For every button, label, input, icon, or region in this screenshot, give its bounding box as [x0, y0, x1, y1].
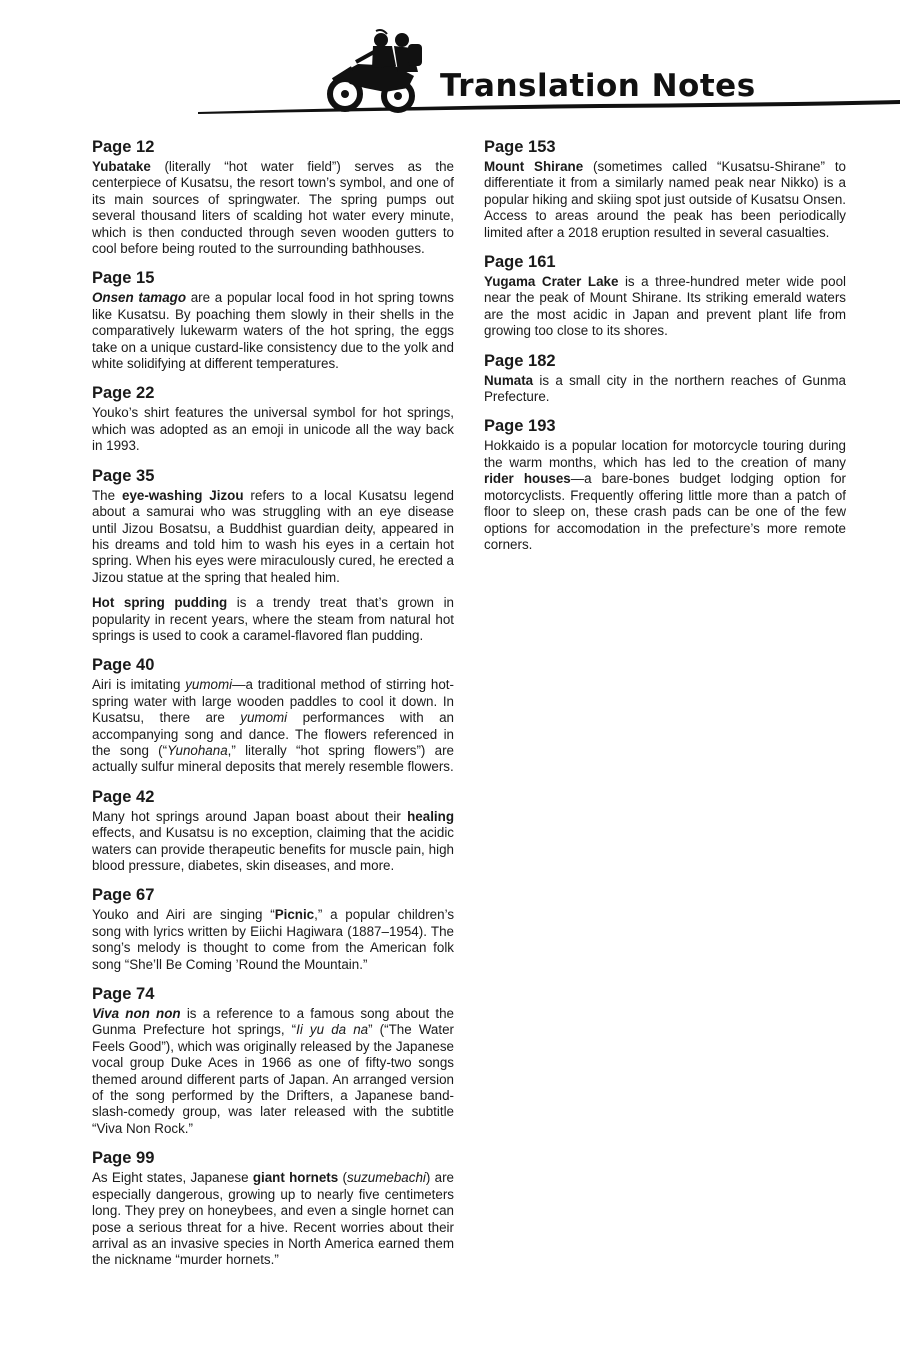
- note-text: —a bare-bones budget lodging option for motorcyclists. Frequently offering little more than a patch of floor to sleep on, these crash pads can be one of the few options for accomodation in the prefecture’s more remote corners.: [484, 471, 846, 552]
- page-title: Translation Notes: [440, 68, 756, 104]
- note-page-15: [92, 267, 454, 372]
- note-page-99: [92, 1147, 454, 1268]
- note-page-74: [92, 983, 454, 1137]
- note-body: [92, 677, 454, 775]
- note-page-42: [92, 786, 454, 875]
- note-body: [92, 290, 454, 372]
- note-body: [92, 405, 454, 454]
- note-heading: Page 193: [484, 417, 556, 436]
- note-heading: Page 40: [92, 656, 155, 675]
- note-heading: Page 42: [92, 787, 155, 806]
- note-body: [484, 373, 846, 406]
- term-giant-hornets: giant hornets: [252, 1170, 339, 1186]
- term-rider-houses: rider houses: [484, 471, 571, 487]
- term-ii-yu-da-na: Ii yu da na: [296, 1022, 369, 1038]
- term-hot-spring-pudding: Hot spring pudding: [92, 595, 228, 611]
- note-text: (literally “hot water field”) serves as the centerpiece of Kusatsu, the resort town’s symbol, and one of its main sources of springwater. The spring pumps out several thousand liters of scalding hot water every minute, which is then conducted through seven wooden gutters to cool before being routed to the surrounding bathhouses.: [92, 159, 454, 257]
- note-text: ,” a popular children’s song with lyrics written by Eiichi Hagiwara (1887–1954). The song’s melody is thought to come from the American folk song “She’ll Be Coming ’Round the Mountain.”: [92, 907, 455, 972]
- note-body: [92, 907, 454, 973]
- note-body: [484, 274, 846, 340]
- header: [0, 0, 900, 130]
- note-heading: Page 161: [484, 253, 556, 272]
- term-picnic: Picnic: [274, 907, 315, 923]
- note-body: [92, 595, 454, 644]
- term-yumomi: yumomi: [240, 710, 288, 726]
- note-text: Many hot springs around Japan boast about their: [92, 808, 408, 824]
- note-text: performances with an accompanying song and dance. The flowers referenced in the song (“: [92, 710, 454, 758]
- note-text: —a traditional method of stirring hot-spring water with large wooden paddles to cool it down. In Kusatsu, there are: [92, 677, 454, 726]
- note-page-12: [92, 136, 454, 257]
- note-page-40: [92, 654, 454, 775]
- note-body: [92, 1006, 454, 1137]
- term-numata: Numata: [484, 372, 534, 388]
- note-body: [92, 159, 454, 257]
- term-suzumebachi: suzumebachi: [346, 1170, 426, 1186]
- note-heading: Page 74: [92, 985, 155, 1004]
- note-heading: Page 99: [92, 1149, 155, 1168]
- note-page-153: [484, 136, 846, 241]
- term-onsen-tamago: Onsen tamago: [92, 290, 187, 306]
- motorcycle-riders-icon: [0, 0, 900, 130]
- note-heading: Page 153: [484, 138, 556, 156]
- note-text: Youko and Airi are singing “: [92, 907, 275, 923]
- note-text: ,” literally “hot spring flowers”) are actually sulfur mineral deposits that merely resemble flowers.: [92, 742, 454, 775]
- note-text: is a trendy treat that’s grown in popularity in recent years, where the steam from natural hot springs is used to cook a caramel-flavored flan pudding.: [92, 595, 455, 643]
- note-body: [484, 438, 846, 553]
- note-page-161: [484, 251, 846, 340]
- term-mount-shirane: Mount Shirane: [484, 159, 584, 174]
- note-page-67: [92, 884, 454, 973]
- note-body: [92, 1170, 454, 1268]
- note-text: effects, and Kusatsu is no exception, claiming that the acidic waters can provide therapeutic benefits for muscle pain, high blood pressure, diabetes, skin diseases, and more.: [92, 825, 454, 873]
- note-text: is a reference to a famous song about the Gunma Prefecture hot springs, “: [92, 1006, 455, 1038]
- note-text: Airi is imitating: [92, 677, 186, 693]
- note-text: Hokkaido is a popular location for motorcycle touring during the warm months, which has led to the creation of many: [484, 438, 846, 470]
- note-text: is a three-hundred meter wide pool near the peak of Mount Shirane. Its striking emerald waters are the most acidic in Japan and prevent plant life from growing too close to its shores.: [484, 274, 846, 339]
- note-text: refers to a local Kusatsu legend about a samurai who was struggling with an eye disease until Jizou Bosatsu, a Buddhist guardian deity, appeared in his dreams and told him to wash his eyes in a certain hot spring. When his eyes were miraculously cured, he erected a Jizou statue at the spring that healed him.: [92, 487, 454, 585]
- note-body: [484, 159, 846, 241]
- note-heading: Page 35: [92, 466, 155, 485]
- term-eye-washing-jizou: eye-washing Jizou: [122, 487, 244, 503]
- note-page-22: [92, 382, 454, 454]
- note-text: is a small city in the northern reaches of Gunma Prefecture.: [484, 372, 846, 405]
- note-text: The: [92, 487, 122, 503]
- note-text: are a popular local food in hot spring towns like Kusatsu. By poaching them slowly in their shells in the comparatively lukewarm waters of the hot spring, the eggs take on a unique custard-like consistency due to the yolk and white solidifying at different temperatures.: [92, 290, 455, 372]
- right-column: [484, 136, 846, 563]
- note-text: ) are especially dangerous, growing up to nearly five centimeters long. They prey on honeybees, and even a single hornet can pose a serious threat for a hive. Recent worries about their arrival as an invasive species in North America earned them the nickname “murder hornets.”: [92, 1170, 454, 1268]
- note-text: As Eight states, Japanese: [92, 1170, 253, 1186]
- note-heading: Page 12: [92, 138, 155, 156]
- note-text: (sometimes called “Kusatsu-Shirane” to differentiate it from a similarly named peak near Nikko) is a popular hiking and skiing spot just outside of Kusatsu Onsen. Access to areas around the peak has been periodically limited after a 2018 eruption resulted in several casualties.: [484, 159, 846, 240]
- term-yumomi: yumomi: [185, 677, 233, 693]
- note-text: (: [338, 1170, 347, 1186]
- term-yugama-crater-lake: Yugama Crater Lake: [484, 274, 619, 290]
- note-heading: Page 15: [92, 269, 155, 288]
- note-text: Youko’s shirt features the universal symbol for hot springs, which was adopted as an emoji in unicode all the way back in 1993.: [92, 405, 454, 454]
- note-body: [92, 809, 454, 875]
- note-heading: Page 22: [92, 384, 155, 403]
- note-page-35: [92, 465, 454, 645]
- term-healing: healing: [407, 808, 454, 824]
- note-heading: Page 182: [484, 351, 556, 370]
- term-yubatake: Yubatake: [92, 159, 151, 174]
- note-body: [92, 488, 454, 586]
- note-heading: Page 67: [92, 886, 155, 905]
- note-text: ” (“The Water Feels Good”), which was originally released by the Japanese vocal group Duke Aces in 1966 as one of fifty-two songs themed around different parts of Japan. An arranged version of the song performed by the Drifters, a Japanese band-slash-comedy group, was later released with the subtitle “Viva Non Rock.”: [92, 1022, 455, 1136]
- note-page-182: [484, 350, 846, 406]
- left-column: [92, 136, 454, 1279]
- term-yunohana: Yunohana: [167, 742, 228, 758]
- note-page-193: [484, 415, 846, 553]
- term-viva-non-non: Viva non non: [92, 1006, 181, 1022]
